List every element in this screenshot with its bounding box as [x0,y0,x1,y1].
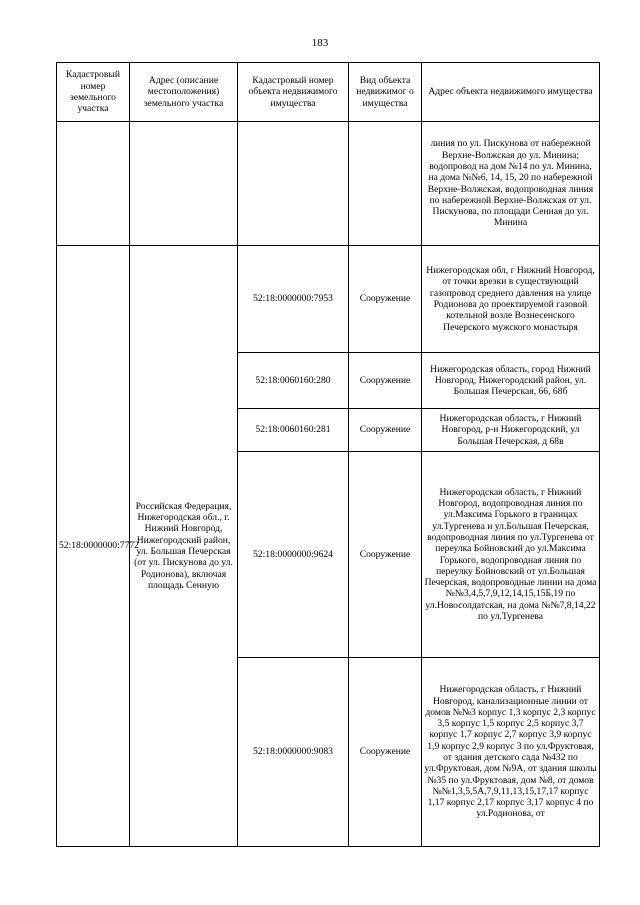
register-table [56,62,600,847]
header-object-type: Вид объекта недвижимог о имущества [349,63,422,122]
header-object-address: Адрес объекта недвижимого имущества [422,63,600,122]
object-type: Сооружение [349,452,422,658]
object-address: Нижегородская обл, г Нижний Новгород, от точки врезки в существующий газопровод среднего давления на улице Родионова до проектируемой газовой котельной возле Вознесенского Печерского мужского монастыря [422,246,600,353]
object-cadastral-number: 52:18:0060160:281 [238,409,349,452]
object-address: Нижегородская область, город Нижний Новгород, Нижегородский район, ул. Большая Печерская, 66, 68б [422,353,600,409]
object-type: Сооружение [349,658,422,847]
object-address: Нижегородская область, г Нижний Новгород, канализационные линии от домов №№3 корпус 1,3 корпус 2,3 корпус 3,5 корпус 1,5 корпус 2,5 корпус 3,7 корпус 1,7 корпус 2,7 корпус 3,9 корпус 1,9 корпус 2,9 корпус 3 по ул.Фруктовая, от здания детского сада №432 по ул.Фруктовая, дом №9А, от здания школы №35 по ул.Фруктовая, дом №8, от домов №№1,3,5,5А,7,9,11,13,15,17,17 корпус 1,17 корпус 2,17 корпус 3,17 корпус 4 по ул.Родионова, от [422,658,600,847]
land-cadastral-number: 52:18:0000000:7772 [57,246,130,847]
object-type: Сооружение [349,353,422,409]
cell-empty [57,122,130,246]
object-type: Сооружение [349,409,422,452]
object-type: Сооружение [349,246,422,353]
object-cadastral-number: 52:18:0000000:7953 [238,246,349,353]
object-cadastral-number: 52:18:0000000:9624 [238,452,349,658]
object-cadastral-number: 52:18:0000000:9083 [238,658,349,847]
table-row [57,246,600,353]
header-land-cadastral-number: Кадастровый номер земельного участка [57,63,130,122]
object-address: Нижегородская область, г Нижний Новгород, водопроводная линия по ул.Максима Горького в границах ул.Тургенева и ул.Большая Печерская, водопроводная линия по ул.Тургенева от переулка Бойновский до ул.Максима Горького, водопроводная линия по переулку Бойновский от ул.Большая Печерская, водопроводные линии на дома №№3,4,5,7,9,12,14,15,15Б,19 по ул.Новосолдатская, на дома №№7,8,14,22 по ул.Тургенева [422,452,600,658]
header-object-cadastral-number: Кадастровый номер объекта недвижимого имущества [238,63,349,122]
object-address: Нижегородская область, г Нижний Новгород, р-н Нижегородский, ул Большая Печерская, д 68в [422,409,600,452]
continuation-row [57,122,600,246]
cell-empty [238,122,349,246]
object-address: линия по ул. Пискунова от набережной Верхне-Волжская до ул. Минина; водопровод на дом №14 по ул. Минина, на дома №№6, 14, 15, 20 по набережной Верхне-Волжская, водопроводная линия по набережной Верхне-Волжская от ул. Пискунова, по площади Сенная до ул. Минина [422,122,600,246]
cell-empty [130,122,238,246]
cell-empty [349,122,422,246]
header-row [57,63,600,122]
land-address: Российская Федерация, Нижегородская обл., г. Нижний Новгород, Нижегородский район, ул. Большая Печерская (от ул. Пискунова до ул. Родионова), включая площадь Сенную [130,246,238,847]
object-cadastral-number: 52:18:0060160:280 [238,353,349,409]
page-number: 183 [311,37,329,49]
header-land-address: Адрес (описание местоположения) земельного участка [130,63,238,122]
